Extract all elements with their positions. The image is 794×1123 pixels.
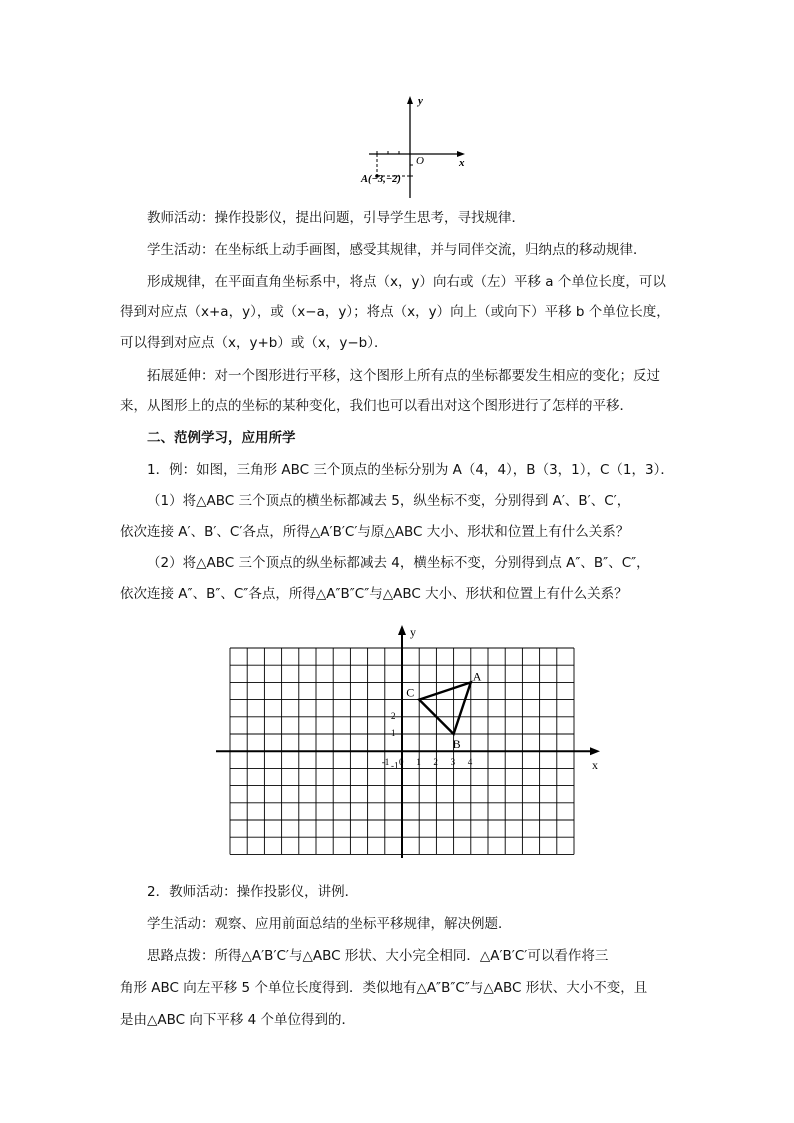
y-tick-label: 1 xyxy=(391,728,396,738)
x-tick-label: 3 xyxy=(450,757,456,768)
section-heading: 二、范例学习，应用所学 xyxy=(147,430,296,446)
teacher-activity-2: 2．教师活动：操作投影仪，讲例． xyxy=(147,884,359,900)
fig1-x-label: x xyxy=(459,157,465,169)
fig1-point-a-label: A(−3,−2) xyxy=(361,174,401,185)
student-activity-1: 学生活动：在坐标纸上动手画图，感受其规律，并与同伴交流，归纳点的移动规律． xyxy=(147,242,647,258)
example-intro: 1．例：如图，三角形 ABC 三个顶点的坐标分别为 A（4，4），B（3，1），C（1，3）． xyxy=(147,462,674,478)
axes xyxy=(216,625,600,858)
x-tick-label: 4 xyxy=(467,757,473,768)
rule-line-1: 形成规律，在平面直角坐标系中，将点（x，y）向右或（左）平移 a 个单位长度，可以 xyxy=(147,274,666,290)
rule-line-2: 得到对应点（x+a，y），或（x−a，y）；将点（x，y）向上（或向下）平移 b 个单位长度， xyxy=(120,304,670,320)
hint-line-3: 是由△ABC 向下平移 4 个单位得到的． xyxy=(120,1012,356,1028)
x-tick-label: 2 xyxy=(433,757,438,768)
hint-line-2: 角形 ABC 向左平移 5 个单位长度得到．类似地有△A″B″C″与△ABC 形状、大小不变，且 xyxy=(120,980,648,996)
fig2-y-label: y xyxy=(410,625,416,639)
vertex-c-label: C xyxy=(406,685,415,700)
x-tick-label: 0 xyxy=(399,757,404,768)
x-axis-arrow xyxy=(590,747,600,755)
y-tick-label: -1 xyxy=(391,760,399,771)
fig1-origin-label: O xyxy=(416,155,424,167)
question-2-line-2: 依次连接 A″、B″、C″各点，所得△A″B″C″与△ABC 大小、形状和位置上有什么关系？ xyxy=(120,586,628,602)
fig2-x-label: x xyxy=(592,758,598,773)
figure-triangle-grid xyxy=(210,615,610,865)
figure-point-a-sketch xyxy=(355,92,485,202)
triangle-abc xyxy=(419,682,471,734)
vertex-a-label: A xyxy=(472,669,482,684)
teacher-activity-1: 教师活动：操作投影仪，提出问题，引导学生思考，寻找规律． xyxy=(147,210,525,226)
extension-line-2: 来，从图形上的点的坐标的某种变化，我们也可以看出对这个图形进行了怎样的平移． xyxy=(120,398,633,414)
question-1-line-1: （1）将△ABC 三个顶点的横坐标都减去 5，纵坐标不变，分别得到 A′、B′、C′， xyxy=(147,493,631,509)
question-1-line-2: 依次连接 A′、B′、C′各点，所得△A′B′C′与原△ABC 大小、形状和位置上有什么关系？ xyxy=(120,524,630,540)
extension-line-1: 拓展延伸：对一个图形进行平移，这个图形上所有点的坐标都要发生相应的变化；反过 xyxy=(147,368,660,384)
student-activity-2: 学生活动：观察、应用前面总结的坐标平移规律，解决例题． xyxy=(147,916,512,932)
fig1-y-label: y xyxy=(418,95,423,107)
y-tick-label: 2 xyxy=(391,710,396,721)
hint-line-1: 思路点拨：所得△A′B′C′与△ABC 形状、大小完全相同．△A′B′C′可以看作将三 xyxy=(147,948,609,964)
y-axis-arrow xyxy=(398,625,406,635)
question-2-line-1: （2）将△ABC 三个顶点的纵坐标都减去 4，横坐标不变，分别得到点 A″、B″、C″， xyxy=(147,555,650,571)
x-tick-label: 1 xyxy=(416,757,421,768)
x-tick-label: -1 xyxy=(381,757,390,768)
rule-line-3: 可以得到对应点（x，y+b）或（x，y−b）． xyxy=(120,335,388,351)
vertex-b-label: B xyxy=(452,737,461,751)
